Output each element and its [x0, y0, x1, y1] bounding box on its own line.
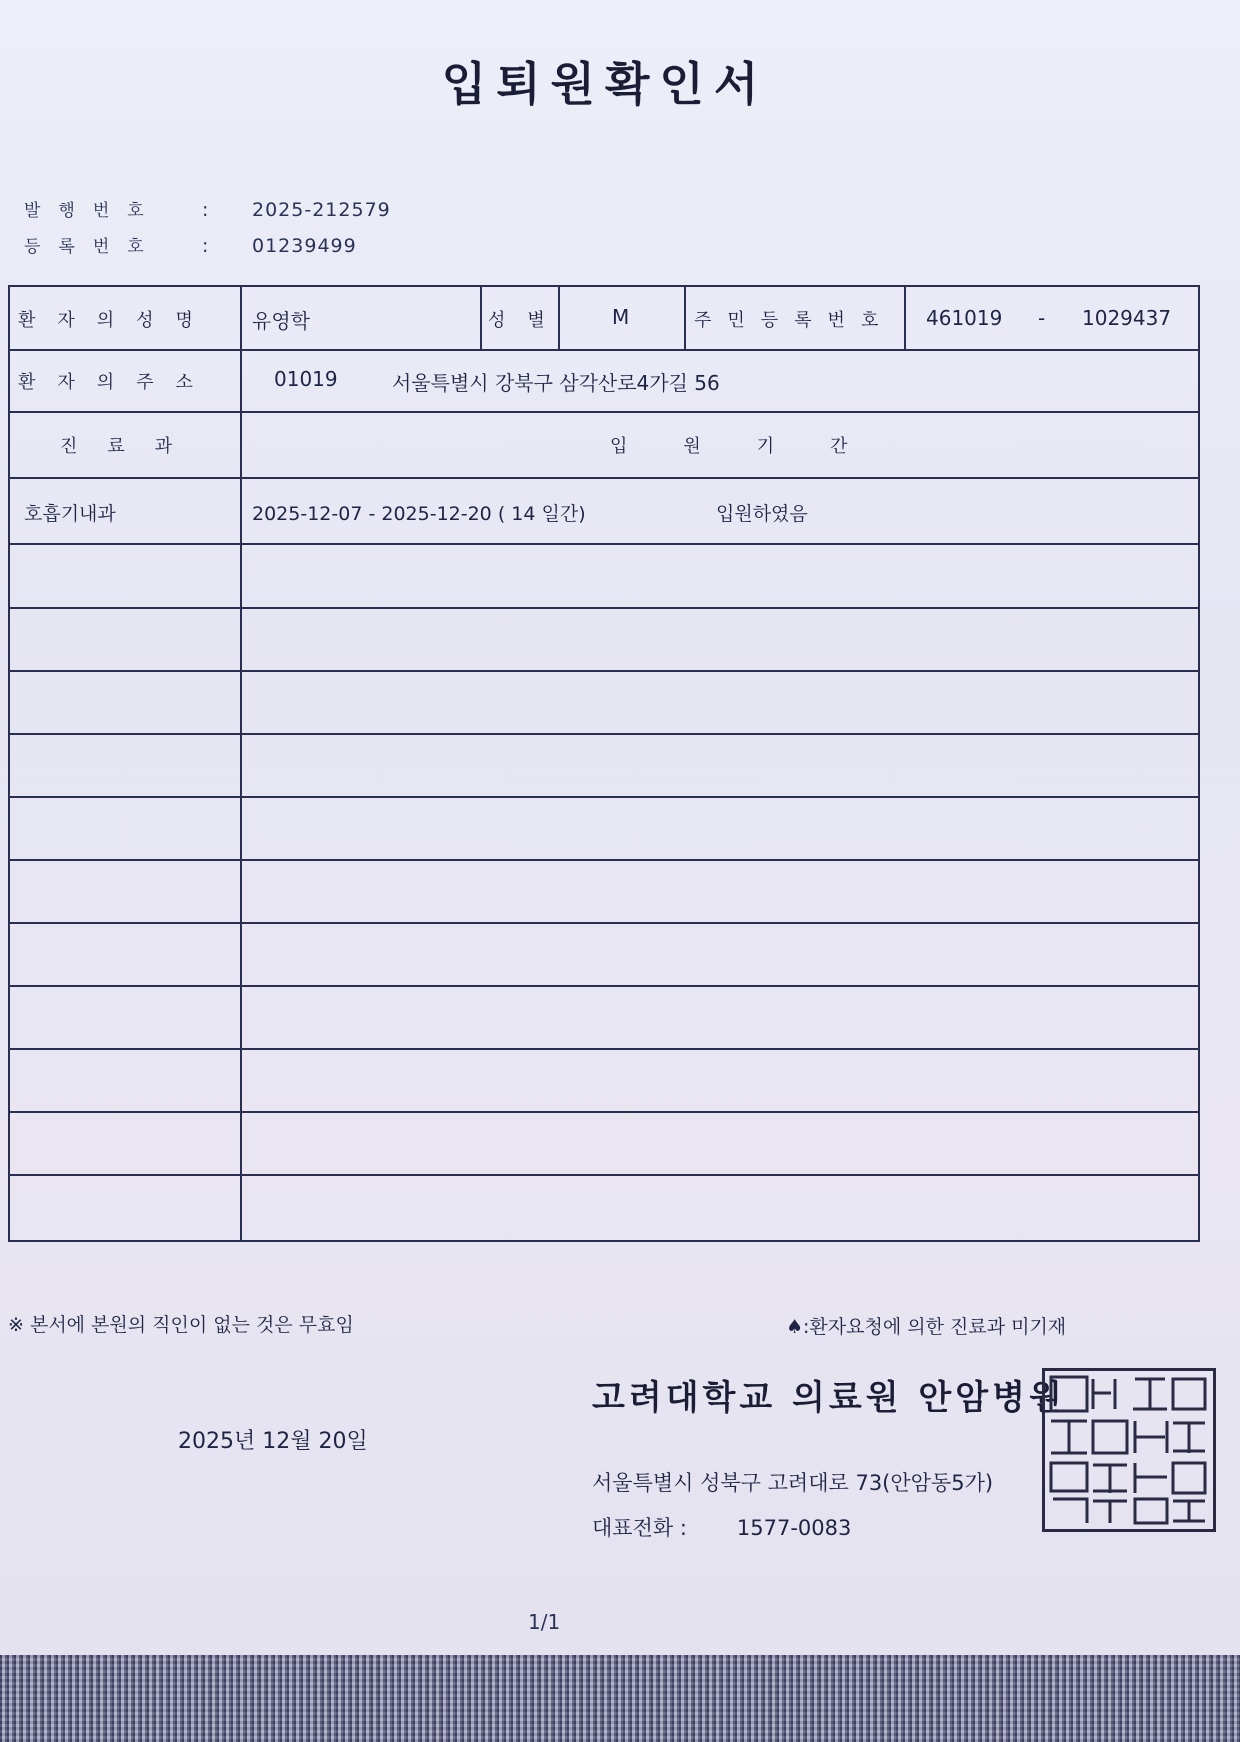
rrn-dash: - [1038, 306, 1046, 330]
issue-number-row: 발행번호 : 2025-212579 [24, 196, 391, 221]
registration-number: 01239499 [252, 235, 357, 257]
issue-number-label: 발행번호 [24, 201, 162, 221]
sex-label: 성별 [488, 310, 567, 331]
patient-address: 서울특별시 강북구 삼각산로4가길 56 [392, 371, 720, 395]
seal-glyphs [1045, 1371, 1213, 1529]
patient-address-label: 환자의주소 [18, 372, 215, 393]
issue-date: 2025년 12월 20일 [178, 1429, 368, 1454]
postal-code: 01019 [274, 367, 338, 391]
rrn-label: 주민등록번호 [694, 310, 895, 331]
hospital-address: 서울특별시 성북구 고려대로 73(안암동5가) [592, 1471, 994, 1495]
hospital-name: 고려대학교 의료원 안암병원 [592, 1378, 1066, 1418]
issue-number: 2025-212579 [252, 199, 391, 221]
legend-note: ♠:환자요청에 의한 진료과 미기재 [786, 1316, 1067, 1338]
phone-label: 대표전화 : [592, 1516, 687, 1540]
validity-notice: ※ 본서에 본원의 직인이 없는 것은 무효임 [8, 1314, 354, 1336]
hospital-phone-row [592, 1512, 851, 1542]
sex-value: M [612, 305, 630, 329]
rrn-back: 1029437 [1082, 306, 1172, 330]
admission-period: 2025-12-07 - 2025-12-20 ( 14 일간) [252, 503, 586, 525]
page-number: 1/1 [528, 1610, 561, 1634]
department-header: 진료과 [60, 436, 203, 457]
admission-period-header: 입원기간 [610, 436, 904, 457]
registration-number-label: 등록번호 [24, 237, 162, 257]
background-surface [0, 1655, 1240, 1742]
rrn-front: 461019 [926, 306, 1003, 330]
patient-name: 유영학 [252, 309, 310, 333]
admission-status: 입원하였음 [716, 503, 808, 525]
patient-name-label: 환자의성명 [18, 310, 215, 331]
admission-table [8, 285, 1200, 1242]
department-name: 호흡기내과 [24, 503, 116, 525]
document-title: 입퇴원확인서 [441, 57, 769, 111]
registration-number-row: 등록번호 : 01239499 [24, 232, 357, 257]
phone-number: 1577-0083 [736, 1516, 852, 1540]
official-seal-stamp [1042, 1368, 1216, 1532]
